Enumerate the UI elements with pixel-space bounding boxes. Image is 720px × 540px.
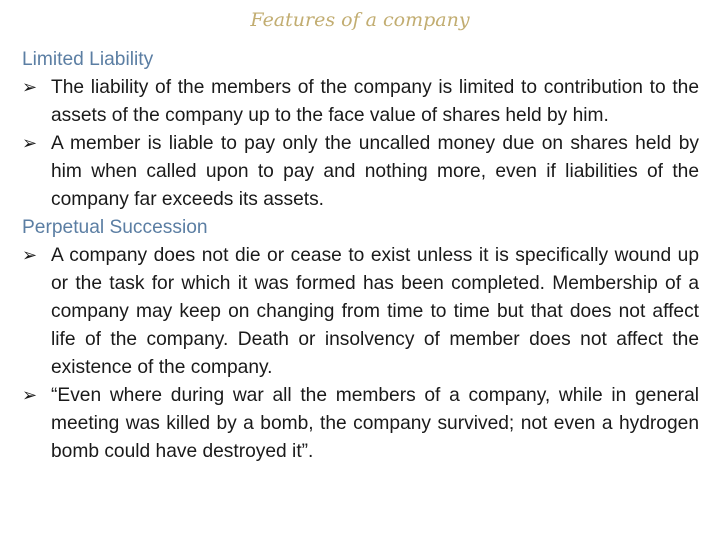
arrow-bullet-icon: ➢ — [22, 245, 38, 266]
bullet-text: A member is liable to pay only the uncalled money due on shares held by him when called upon to pay and nothing more, even if liabilities of the company far exceeds its assets. — [51, 133, 699, 210]
arrow-bullet-icon: ➢ — [22, 77, 38, 98]
slide-content — [22, 46, 699, 466]
bullet-item — [22, 242, 699, 382]
bullet-text: A company does not die or cease to exist unless it is specifically wound up or the task for which it was formed has been completed. Membership of a company may keep on changing from time to time but that does not affect life of the company. Death or insolvency of member does not affect the existence of the company. — [51, 245, 699, 378]
bullet-text: “Even where during war all the members of a company, while in general meeting was killed by a bomb, the company survived; not even a hydrogen bomb could have destroyed it”. — [51, 385, 699, 462]
section-heading-limited-liability: Limited Liability — [22, 49, 154, 70]
bullet-item — [22, 130, 699, 214]
arrow-bullet-icon: ➢ — [22, 385, 38, 406]
bullet-item — [22, 74, 699, 130]
slide-title: Features of a company — [250, 9, 470, 31]
bullet-text: The liability of the members of the company is limited to contribution to the assets of the company up to the face value of shares held by him. — [51, 77, 699, 126]
section-heading-perpetual-succession: Perpetual Succession — [22, 217, 208, 238]
arrow-bullet-icon: ➢ — [22, 133, 38, 154]
bullet-item — [22, 382, 699, 466]
